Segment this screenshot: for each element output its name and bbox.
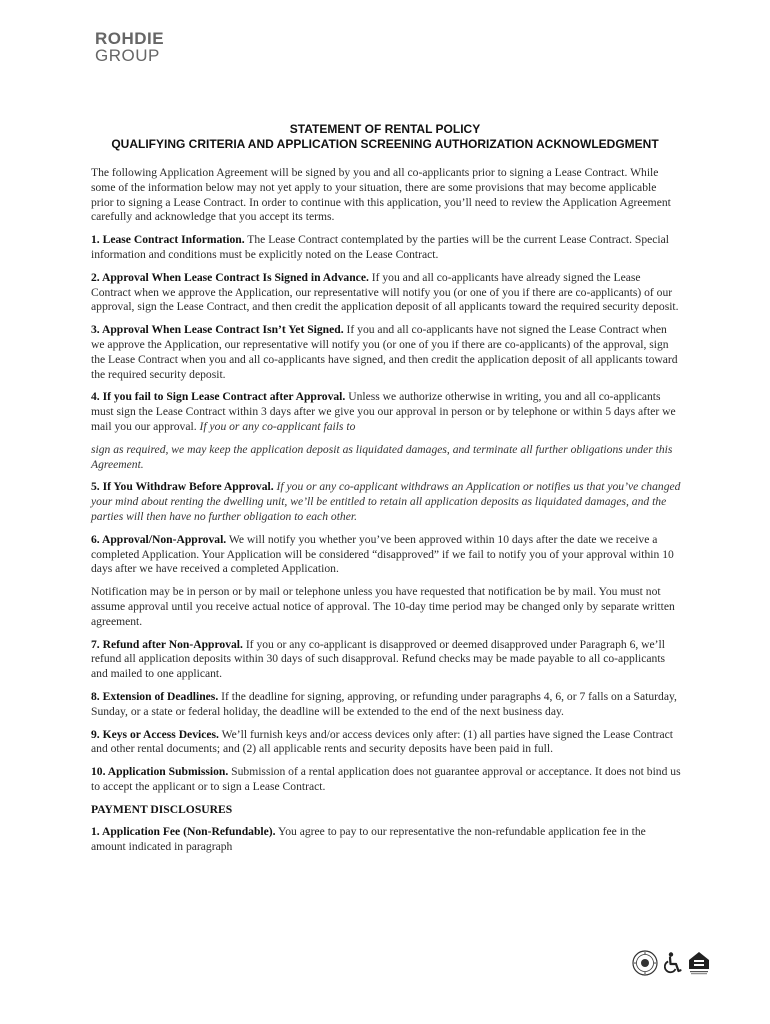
- section-6: [91, 533, 681, 577]
- payment-heading-text: PAYMENT DISCLOSURES: [91, 802, 233, 816]
- section-3-heading: 3. Approval When Lease Contract Isn’t Yet Signed.: [91, 323, 344, 337]
- section-7: [91, 638, 681, 682]
- intro-paragraph: The following Application Agreement will be signed by you and all co-applicants prior to signing a Lease Contract. While some of the information below may not yet apply to your situation, there are some provisions that may become applicable prior to signing a Lease Contract. In order to continue with this application, you’ll need to review the Application Agreement carefully and acknowledge that you accept its terms.: [91, 166, 671, 224]
- document-subtitle: QUALIFYING CRITERIA AND APPLICATION SCREENING AUTHORIZATION ACKNOWLEDGMENT: [111, 137, 659, 151]
- section-8: [91, 690, 681, 720]
- company-logo: [95, 30, 164, 64]
- section-4-text: Unless we authorize otherwise in writing, you and all co-applicants must sign the Lease Contract within 3 days after we give you our approval in person or by telephone or within 5 days after we mail you our approval.: [91, 390, 676, 433]
- section-6-heading: 6. Approval/Non-Approval.: [91, 532, 227, 546]
- section-1: [91, 233, 681, 263]
- section-5-text: If you or any co-applicant withdraws an Application or notifies us that you’ve changed your mind about renting the dwelling unit, we’ll be entitled to retain all application deposits as liquidated damages, and the parties will then have no further obligation to each other.: [91, 480, 681, 523]
- section-9: [91, 728, 681, 758]
- section-3-text: If you and all co-applicants have not signed the Lease Contract when we approve the Application, our representative will notify you (or one of you if there are co-applicants) of the approval, sign the Lease Contract when you and all co-applicants have signed, and then credit the application deposit of all applicants toward the required security deposit.: [91, 323, 678, 381]
- document-title: STATEMENT OF RENTAL POLICY: [289, 122, 481, 136]
- equal-housing-opportunity-icon: [688, 951, 710, 975]
- section-9-text: We’ll furnish keys and/or access devices only after: (1) all parties have signed the Lease Contract and other rental documents; and (2) all applicable rents and security deposits have been paid in full.: [91, 727, 674, 756]
- logo-line-1: ROHDIE: [95, 29, 165, 48]
- section-5: [91, 480, 681, 524]
- section-2-text: If you and all co-applicants have already signed the Lease Contract when we approve the Application, our representative will notify you (or one of you if there are co-applicants) of our approval, sign the Lease Contract, and then credit the application deposit of all applicants toward the required security deposit.: [91, 270, 679, 314]
- payment-item-1-text: You agree to pay to our representative the non-refundable application fee in the amount indicated in paragraph: [91, 825, 646, 854]
- section-6-text: We will notify you whether you’ve been approved within 10 days after the date we receive a completed Application. Your Application will be considered “disapproved” if we fail to notify you of your approval within 10 days after we have received a completed Application.: [91, 532, 674, 576]
- section-8-heading: 8. Extension of Deadlines.: [91, 689, 219, 703]
- section-10: [91, 765, 681, 795]
- section-4-continued-text: sign as required, we may keep the application deposit as liquidated damages, and terminate all further obligations under this Agreement.: [91, 442, 673, 471]
- document-body: [91, 166, 681, 863]
- section-9-heading: 9. Keys or Access Devices.: [91, 727, 219, 741]
- section-4-heading: 4. If you fail to Sign Lease Contract after Approval.: [91, 390, 346, 404]
- footer-icons: [632, 949, 710, 977]
- section-7-text: If you or any co-applicant is disapproved or deemed disapproved under Paragraph 6, we’ll refund all application deposits within 30 days of such disapproval. Refund checks may be made payable to all co-applicants and mailed to one applicant.: [91, 637, 666, 681]
- payment-item-1: [91, 825, 681, 855]
- seal-icon: [632, 950, 658, 976]
- payment-disclosures-heading: [91, 803, 681, 818]
- document-titles: [60, 122, 710, 152]
- payment-item-1-heading: 1. Application Fee (Non-Refundable).: [91, 825, 276, 839]
- section-4-italic: If you or any co-applicant fails to: [199, 419, 356, 433]
- section-3: [91, 323, 681, 382]
- section-1-heading: 1. Lease Contract Information.: [91, 233, 245, 247]
- wheelchair-accessibility-icon: [664, 952, 682, 974]
- notification-paragraph: Notification may be in person or by mail or telephone unless you have requested that notification be by mail. You must not assume approval until you receive actual notice of approval. The 10-day time period may be changed only by separate written agreement.: [91, 585, 675, 628]
- section-2: [91, 271, 681, 315]
- logo-line-2: GROUP: [95, 46, 160, 65]
- section-5-heading: 5. If You Withdraw Before Approval.: [91, 480, 274, 494]
- section-10-heading: 10. Application Submission.: [91, 765, 229, 779]
- section-7-heading: 7. Refund after Non-Approval.: [91, 637, 243, 651]
- section-1-text: The Lease Contract contemplated by the parties will be the current Lease Contract. Special information and conditions must be explicitly noted on the Lease Contract.: [91, 233, 670, 261]
- section-4-continued: [91, 443, 681, 473]
- section-8-text: If the deadline for signing, approving, or refunding under paragraphs 4, 6, or 7 falls on a Saturday, Sunday, or a state or federal holiday, the deadline will be extended to the end of the next business day.: [91, 689, 677, 718]
- section-4: [91, 390, 681, 434]
- section-2-heading: 2. Approval When Lease Contract Is Signed in Advance.: [91, 270, 369, 284]
- section-10-text: Submission of a rental application does not guarantee approval or acceptance. It does not bind us to accept the applicant or to sign a Lease Contract.: [91, 765, 681, 793]
